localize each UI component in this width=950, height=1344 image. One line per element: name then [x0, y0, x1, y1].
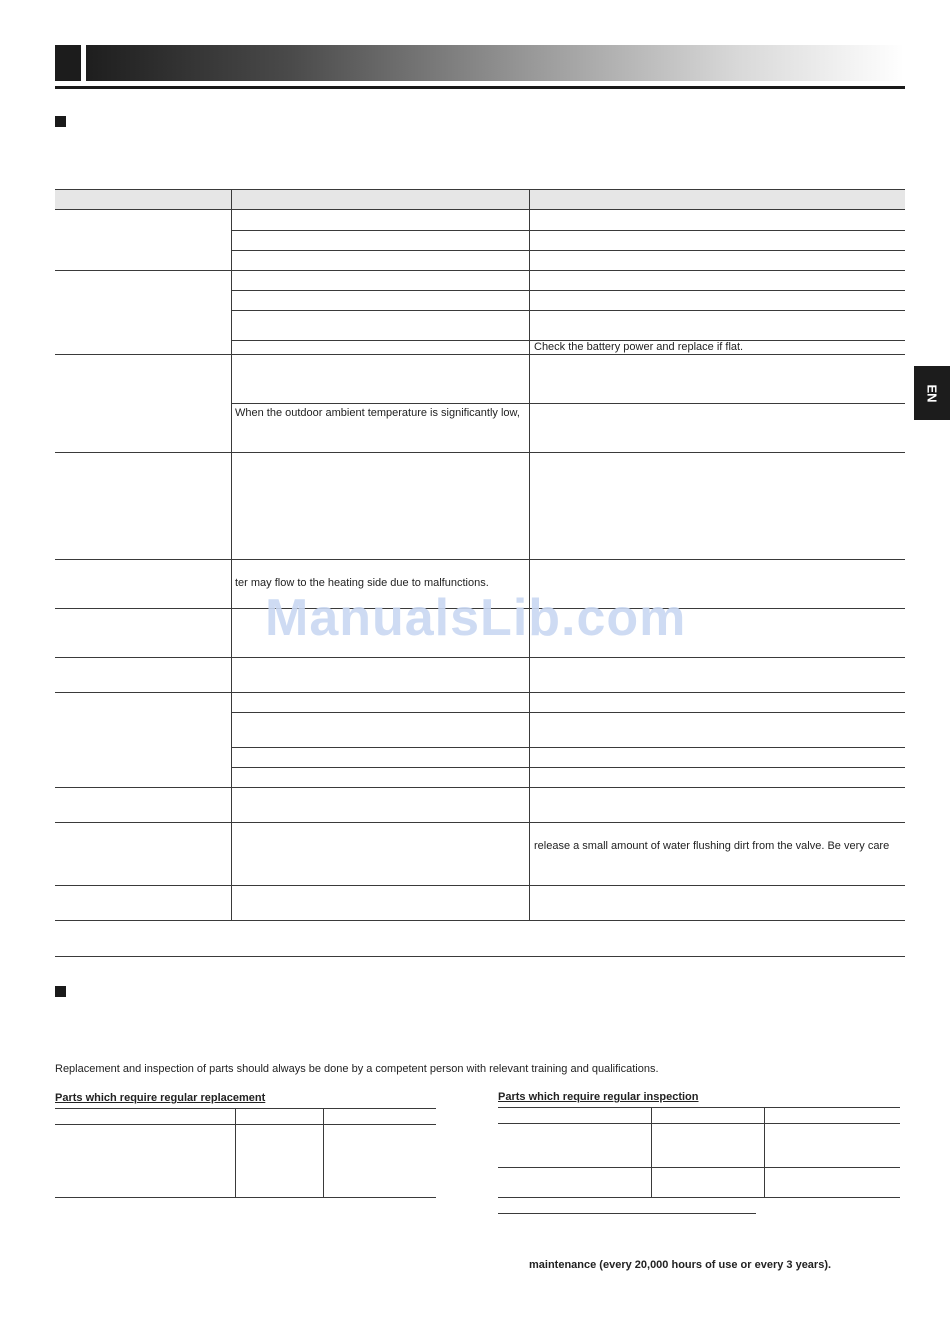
header-rule [55, 86, 905, 89]
replacement-table-title: Parts which require regular replacement [55, 1092, 266, 1104]
maintenance-footer-note: maintenance (every 20,000 hours of use or every 3 years). [529, 1259, 832, 1271]
table-rule [232, 712, 905, 713]
table-rule [232, 310, 905, 311]
table-rule [55, 1108, 436, 1109]
table-rule [498, 1167, 900, 1168]
table-rule [55, 885, 905, 886]
column-divider [323, 1108, 324, 1197]
inspection-table-title: Parts which require regular inspection [498, 1091, 699, 1103]
section-bullet-icon [55, 116, 66, 127]
column-divider [231, 189, 232, 920]
table-rule [55, 209, 905, 210]
table-rule [55, 270, 905, 271]
table-cell: ter may flow to the heating side due to malfunctions. [235, 577, 489, 589]
table-rule [55, 657, 905, 658]
table-rule [498, 1107, 900, 1108]
table-rule [498, 1123, 900, 1124]
table-rule [55, 787, 905, 788]
column-divider [764, 1107, 765, 1197]
table-rule [498, 1197, 900, 1198]
table-rule [232, 250, 905, 251]
table-cell: When the outdoor ambient temperature is significantly low, [235, 407, 520, 419]
section-bullet-icon [55, 986, 66, 997]
table-rule [55, 692, 905, 693]
column-divider [651, 1107, 652, 1197]
watermark: ManualsLib.com [265, 589, 687, 647]
table-rule [55, 452, 905, 453]
table-rule [498, 1213, 756, 1214]
table-rule [55, 1124, 436, 1125]
table-header-row [55, 189, 905, 209]
table-rule [55, 189, 905, 190]
column-divider [235, 1108, 236, 1197]
table-rule [232, 230, 905, 231]
language-tab[interactable] [914, 366, 950, 420]
header-block [55, 45, 81, 81]
table-rule [232, 767, 905, 768]
table-rule [55, 920, 905, 921]
table-rule [55, 559, 905, 560]
language-tab-label: EN [924, 383, 940, 403]
table-rule [232, 290, 905, 291]
table-rule [232, 747, 905, 748]
column-divider [529, 189, 530, 920]
header-gradient-bar [86, 45, 904, 81]
table-rule [55, 822, 905, 823]
table-rule [55, 956, 905, 957]
table-cell: Check the battery power and replace if flat. [534, 341, 744, 353]
table-cell: release a small amount of water flushing dirt from the valve. Be very care [534, 840, 890, 852]
table-rule [55, 1197, 436, 1198]
table-rule [55, 354, 905, 355]
maintenance-intro: Replacement and inspection of parts should always be done by a competent person with relevant training and qualifications. [55, 1063, 659, 1075]
table-rule [232, 403, 905, 404]
